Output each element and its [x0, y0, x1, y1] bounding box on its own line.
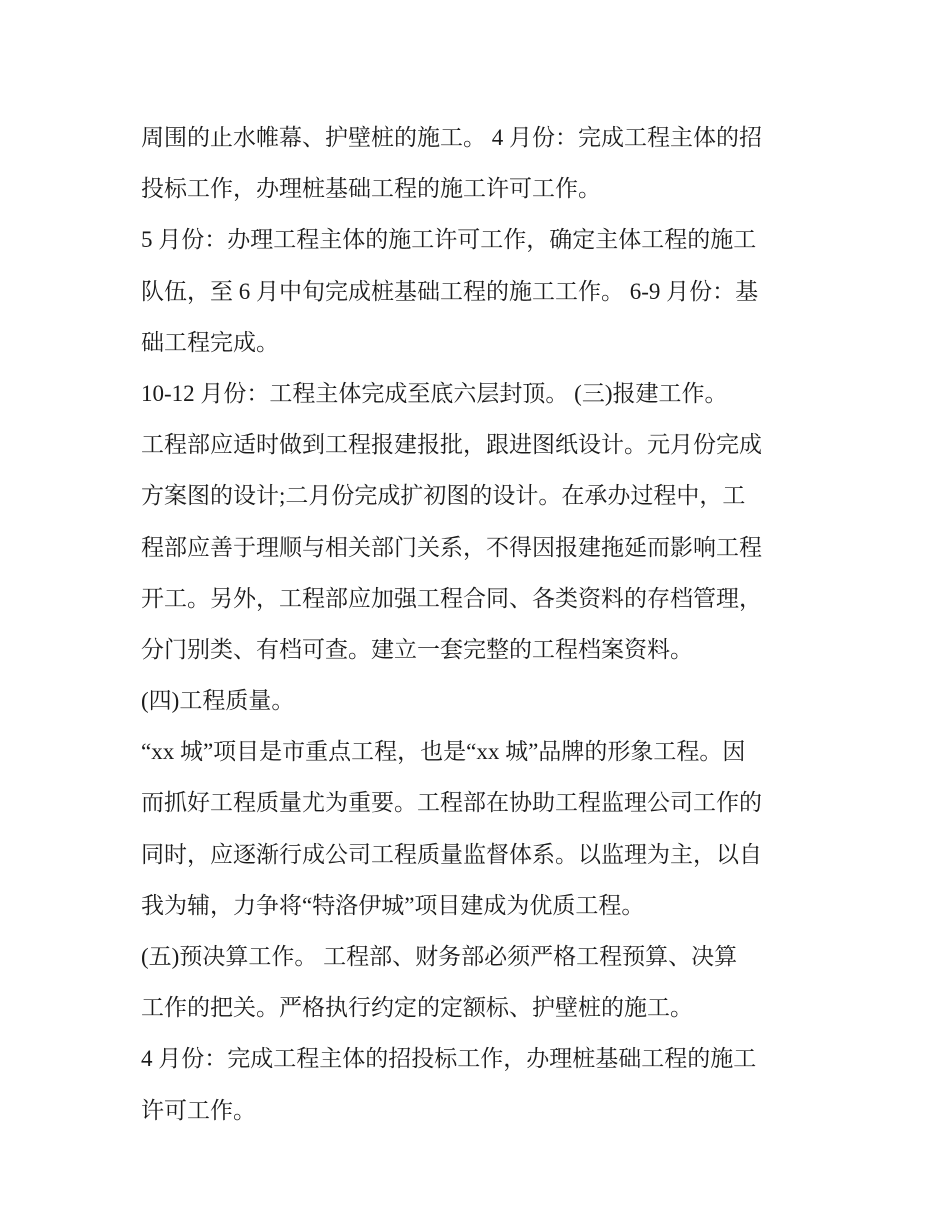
text-line: 4 月份：完成工程主体的招投标工作，办理桩基础工程的施工	[141, 1046, 757, 1072]
text-line: 开工。另外，工程部应加强工程合同、各类资料的存档管理，	[141, 585, 762, 611]
text-line: 队伍，至 6 月中旬完成桩基础工程的施工工作。 6-9 月份：基	[141, 278, 759, 304]
paragraph	[141, 726, 821, 931]
text-line: 方案图的设计;二月份完成扩初图的设计。在承办过程中，工	[141, 483, 746, 509]
text-line: 我为辅，力争将“特洛伊城”项目建成为优质工程。	[141, 892, 645, 918]
text-line: 同时，应逐渐行成公司工程质量监督体系。以监理为主，以自	[141, 841, 762, 867]
text-line: 而抓好工程质量尤为重要。工程部在协助工程监理公司工作的	[141, 790, 762, 816]
text-line: “xx 城”项目是市重点工程，也是“xx 城”品牌的形象工程。因	[141, 739, 746, 765]
text-line: 工程部应适时做到工程报建报批，跟进图纸设计。元月份完成	[141, 432, 762, 458]
text-line: 础工程完成。	[141, 329, 279, 355]
paragraph	[141, 1033, 821, 1135]
text-line: 投标工作，办理桩基础工程的施工许可工作。	[141, 176, 601, 202]
text-line: 10-12 月份：工程主体完成至底六层封顶。 (三)报建工作。	[141, 380, 728, 406]
document-body	[141, 112, 821, 1136]
text-line: 5 月份：办理工程主体的施工许可工作，确定主体工程的施工	[141, 227, 757, 253]
text-line: 程部应善于理顺与相关部门关系，不得因报建拖延而影响工程	[141, 534, 762, 560]
text-line: 分门别类、有档可查。建立一套完整的工程档案资料。	[141, 636, 693, 662]
text-line: (四)工程质量。	[141, 688, 295, 714]
text-line: 周围的止水帷幕、护壁桩的施工。 4 月份：完成工程主体的招	[141, 125, 762, 150]
section-heading	[141, 675, 821, 726]
paragraph	[141, 214, 821, 368]
paragraph	[141, 419, 821, 675]
paragraph	[141, 368, 821, 419]
paragraph	[141, 112, 821, 214]
text-line: 许可工作。	[141, 1097, 256, 1123]
text-line: 工作的把关。严格执行约定的定额标、护壁桩的施工。	[141, 995, 693, 1021]
paragraph	[141, 931, 821, 1033]
text-line: (五)预决算工作。 工程部、财务部必须严格工程预算、决算	[141, 944, 738, 969]
